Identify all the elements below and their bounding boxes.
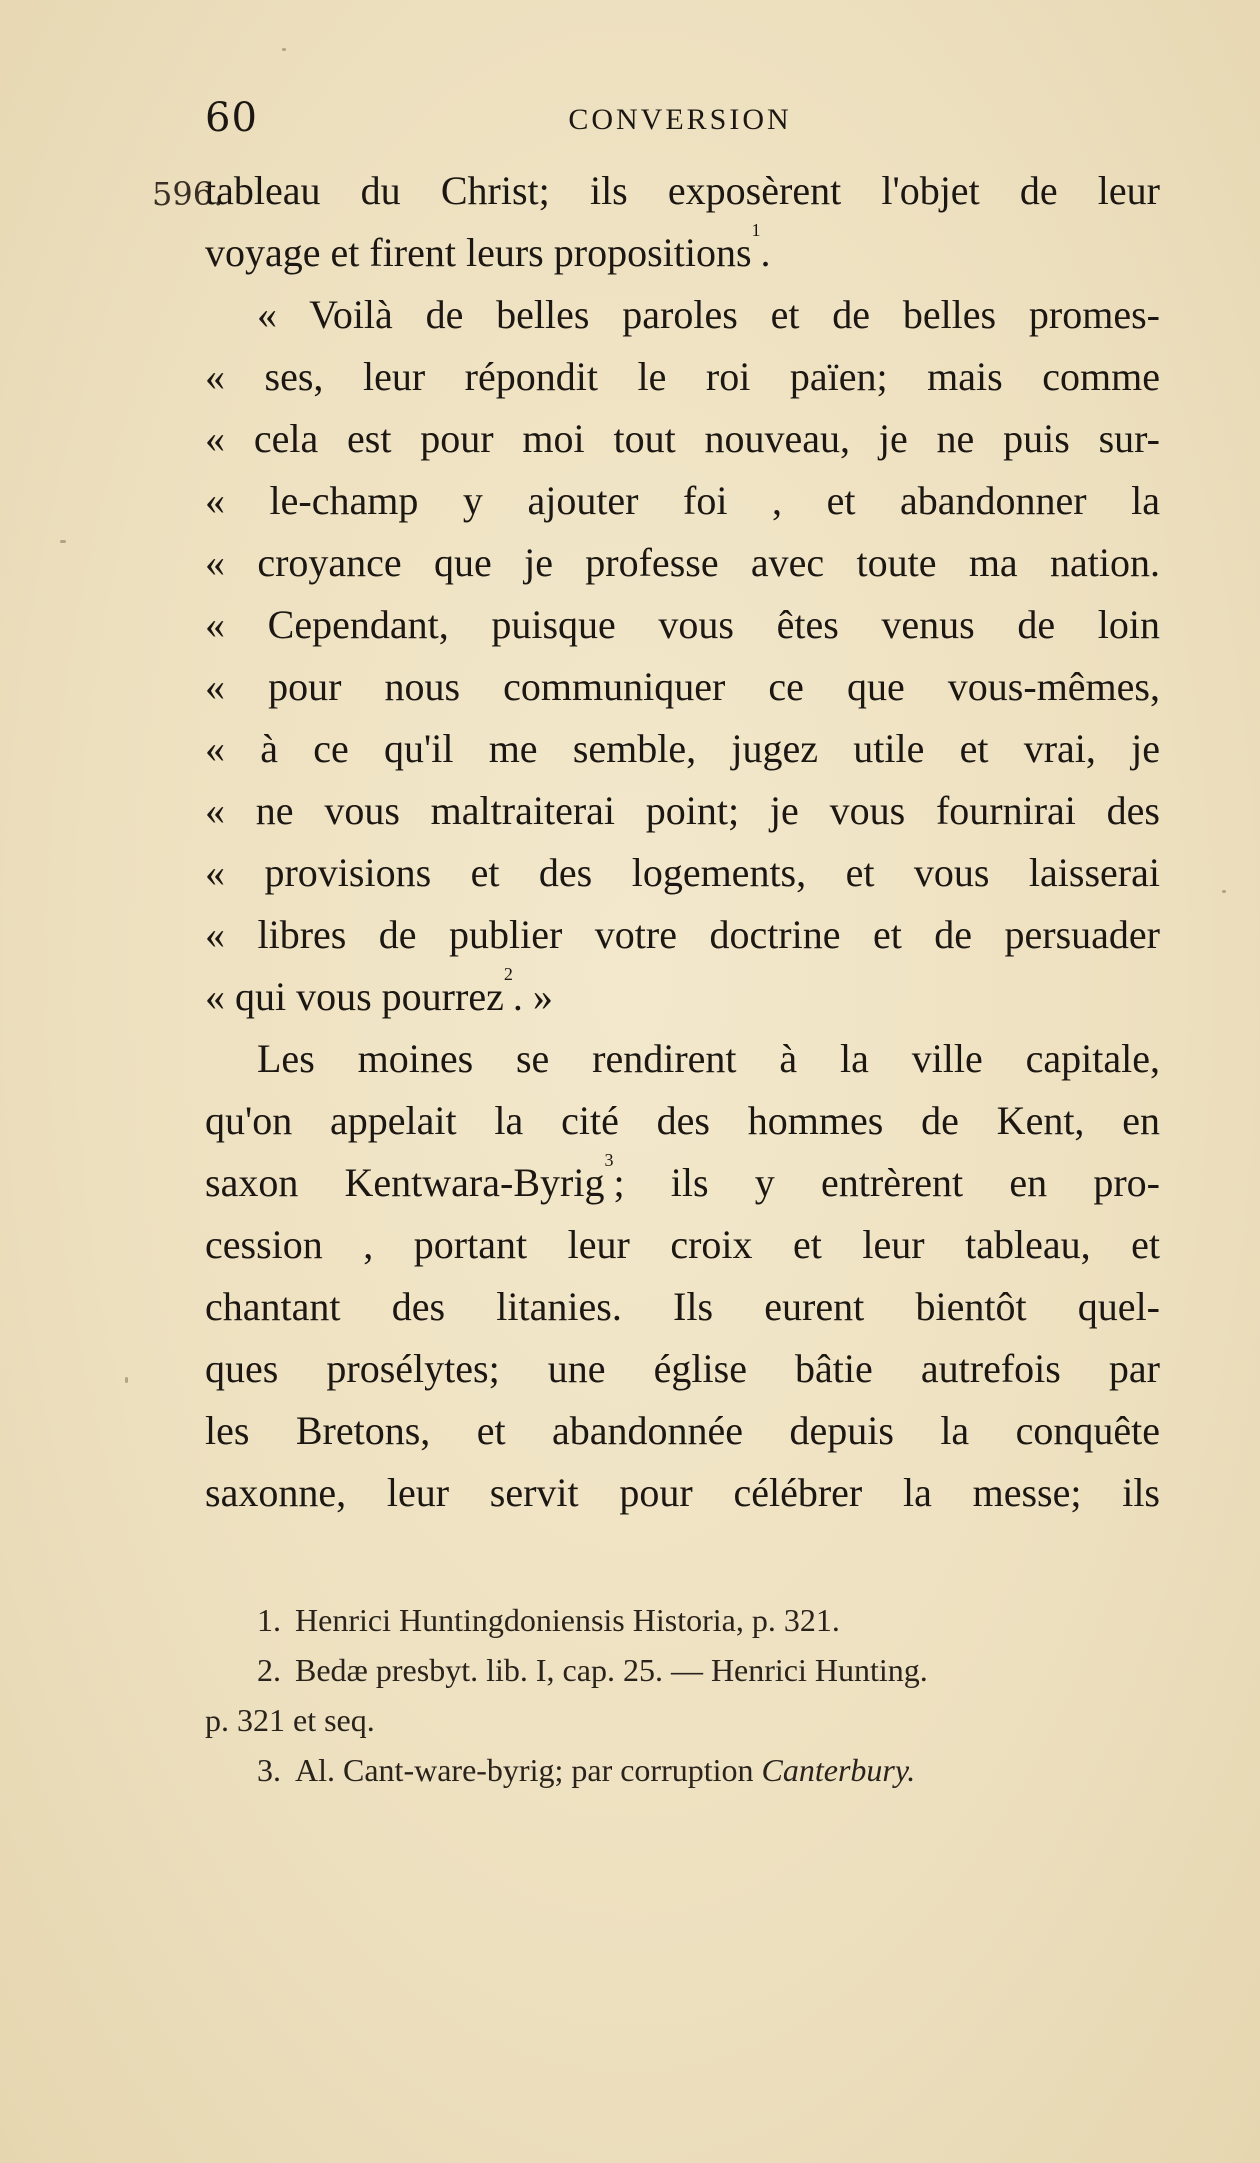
footnote-ref: 1 [751,220,761,240]
text-line: qu'on appelait la cité des hommes de Kent, en [205,1098,1160,1143]
text-line: cession , portant leur croix et leur tableau, et [205,1222,1160,1267]
footnote-ref: 2 [503,964,513,984]
text-line: « cela est pour moi tout nouveau, je ne puis sur- [205,416,1160,461]
text-line: saxonne, leur servit pour célébrer la messe; ils [205,1470,1160,1515]
text-line: saxon Kentwara-Byrig$^3$; ils y entrèrent en pro- [205,1150,1160,1205]
footnote: 2. Bedæ presbyt. lib. I, cap. 25. — Henrici Hunting. [257,1652,928,1688]
footnote-ref: 3 [604,1150,614,1170]
paper-speck [282,48,286,51]
text-line: Les moines se rendirent à la ville capitale, [257,1036,1160,1081]
running-head: CONVERSION [568,103,792,136]
text-line: « croyance que je professe avec toute ma nation. [205,540,1160,585]
text-line: voyage et firent leurs propositions$^1$. [205,220,771,275]
text-line: « Cependant, puisque vous êtes venus de loin [205,602,1160,647]
margin-year-note: 596. [152,175,224,213]
footnote: 1. Henrici Huntingdoniensis Historia, p. 321. [257,1602,840,1638]
text-line: « pour nous communiquer ce que vous-mêmes, [205,664,1160,709]
text-line: « provisions et des logements, et vous laisserai [205,850,1160,895]
body-text [205,160,1160,1524]
text-line: « à ce qu'il me semble, jugez utile et vrai, je [205,726,1160,771]
text-line: chantant des litanies. Ils eurent bientôt quel- [205,1284,1160,1329]
text-line: « ne vous maltraiterai point; je vous fournirai des [205,788,1160,833]
paper-speck [60,540,66,543]
paper-speck [125,1377,128,1383]
text-line: « qui vous pourrez$^2$. » [205,964,553,1019]
footnotes [205,1595,1160,1795]
footnote-continuation: p. 321 et seq. [205,1702,375,1738]
text-line: « ses, leur répondit le roi païen; mais comme [205,354,1160,399]
page-number: 60 [205,95,258,141]
text-line: tableau du Christ; ils exposèrent l'objet de leur [205,168,1160,213]
footnote: 3. Al. Cant-ware-byrig; par corruption Canterbury. [257,1752,916,1788]
text-line: « libres de publier votre doctrine et de persuader [205,912,1160,957]
text-line: ques prosélytes; une église bâtie autrefois par [205,1346,1160,1391]
page-header [205,95,1155,145]
text-line: « le-champ y ajouter foi , et abandonner la [205,478,1160,523]
text-line: « Voilà de belles paroles et de belles promes- [257,292,1160,337]
paper-speck [1222,890,1226,893]
text-line: les Bretons, et abandonnée depuis la conquête [205,1408,1160,1453]
